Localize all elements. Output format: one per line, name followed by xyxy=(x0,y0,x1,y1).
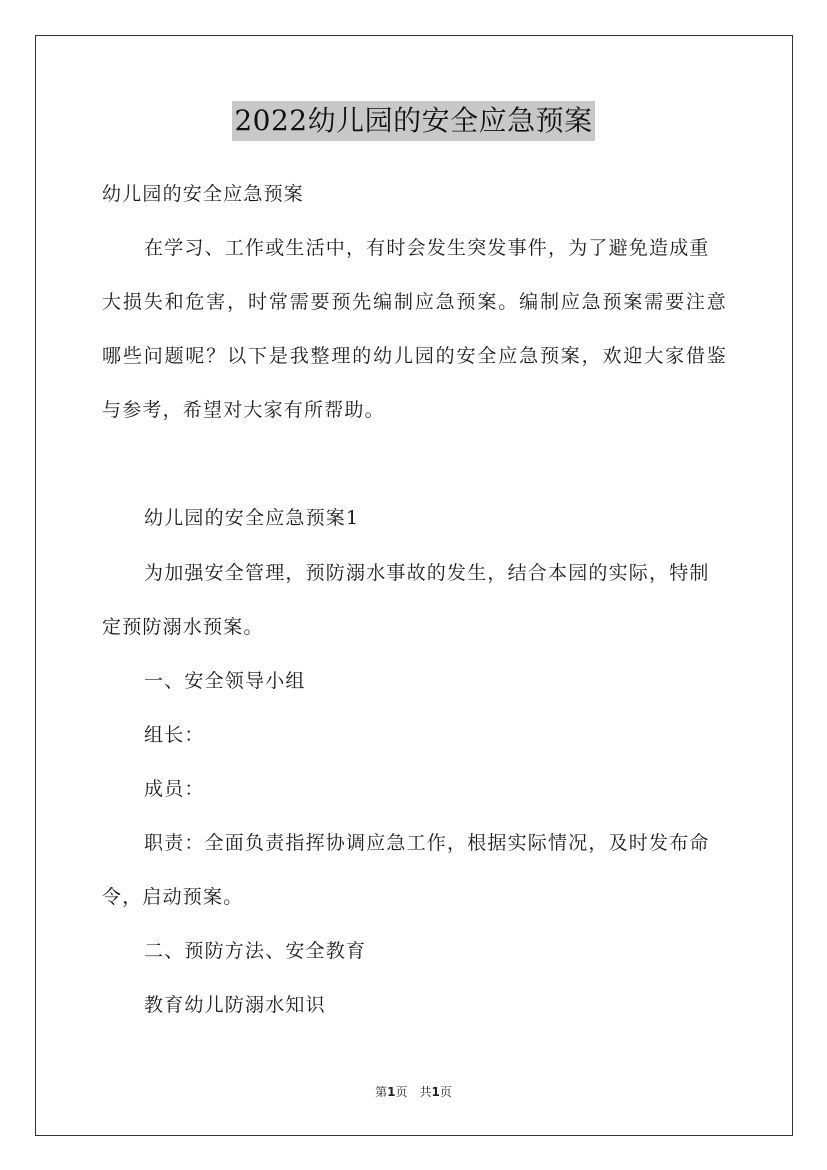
subsection-heading: 一、安全领导小组 xyxy=(144,670,306,692)
paragraph-line: 成员： xyxy=(144,778,205,800)
page-footer xyxy=(0,1084,827,1100)
page-number: 1 xyxy=(387,1085,396,1099)
paragraph-line: 与参考，希望对大家有所帮助。 xyxy=(102,399,385,421)
paragraph-line: 令，启动预案。 xyxy=(102,886,244,908)
paragraph-line: 定预防溺水预案。 xyxy=(102,616,264,638)
title-container xyxy=(0,101,827,141)
paragraph-line: 教育幼儿防溺水知识 xyxy=(144,994,326,1016)
page-prefix: 第 xyxy=(375,1085,388,1099)
intro-heading: 幼儿园的安全应急预案 xyxy=(102,183,305,205)
paragraph-line: 在学习、工作或生活中，有时会发生突发事件，为了避免造成重 xyxy=(144,237,710,259)
section-heading: 幼儿园的安全应急预案1 xyxy=(144,507,360,529)
total-number: 1 xyxy=(431,1085,440,1099)
paragraph-line: 为加强安全管理，预防溺水事故的发生，结合本园的实际，特制 xyxy=(144,562,710,584)
page-suffix: 页 xyxy=(395,1085,408,1099)
total-suffix: 页 xyxy=(439,1085,452,1099)
total-prefix: 共 xyxy=(419,1085,432,1099)
paragraph-line: 大损失和危害，时常需要预先编制应急预案。编制应急预案需要注意 xyxy=(102,291,727,313)
paragraph-line: 职责：全面负责指挥协调应急工作，根据实际情况，及时发布命 xyxy=(144,832,710,854)
paragraph-line: 哪些问题呢？以下是我整理的幼儿园的安全应急预案，欢迎大家借鉴 xyxy=(102,345,727,367)
subsection-heading: 二、预防方法、安全教育 xyxy=(144,940,367,962)
paragraph-line: 组长： xyxy=(144,724,205,746)
document-title: 2022幼儿园的安全应急预案 xyxy=(232,101,594,141)
